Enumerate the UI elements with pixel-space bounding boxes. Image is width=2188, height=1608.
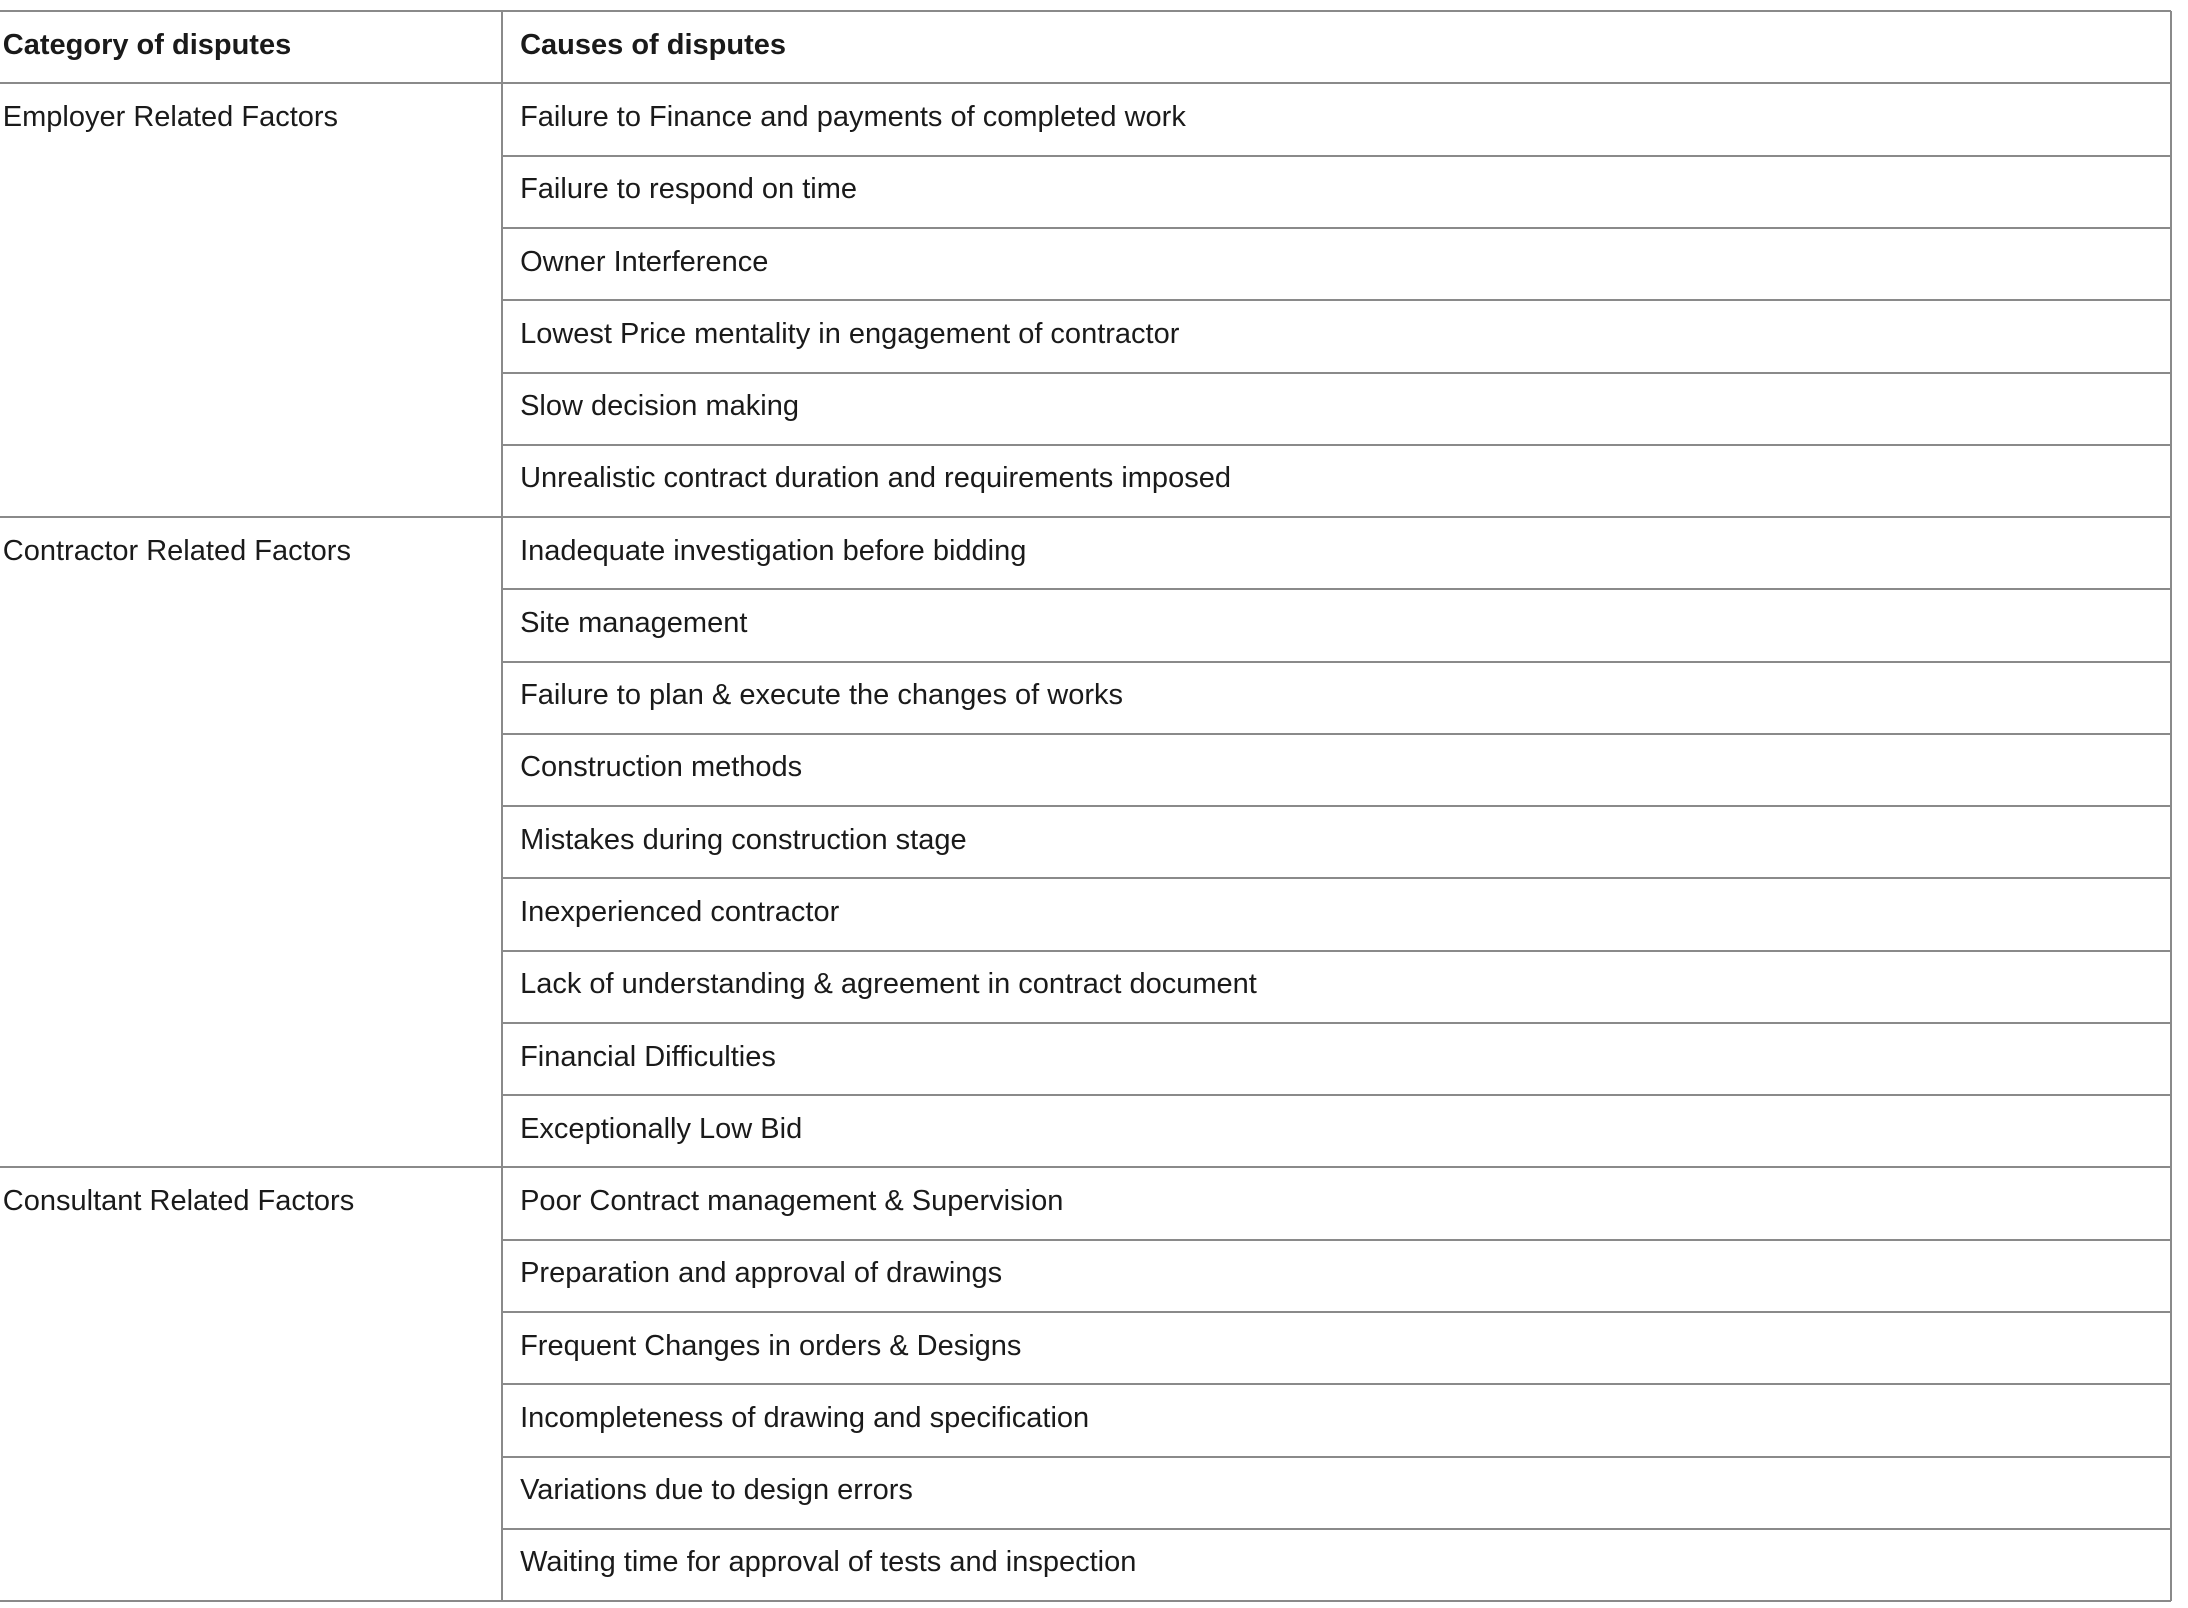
header-divider — [0, 82, 2171, 84]
row-divider — [502, 877, 2172, 879]
row-divider — [502, 299, 2172, 301]
cause-cell: Frequent Changes in orders & Designs — [520, 1329, 1022, 1362]
row-divider — [502, 444, 2172, 446]
column-divider — [501, 11, 503, 1601]
cause-cell: Inexperienced contractor — [520, 896, 840, 929]
header-category: Category of disputes — [2, 28, 292, 61]
cause-cell: Failure to respond on time — [520, 173, 857, 206]
table-right-border — [2170, 11, 2172, 1601]
row-divider — [502, 1528, 2172, 1530]
cause-cell: Financial Difficulties — [520, 1040, 776, 1073]
cause-cell: Incompleteness of drawing and specification — [520, 1401, 1090, 1434]
group-divider — [0, 516, 2171, 518]
row-divider — [502, 1094, 2172, 1096]
cause-cell: Variations due to design errors — [520, 1474, 913, 1507]
cause-cell: Unrealistic contract duration and requirements imposed — [520, 462, 1231, 495]
cause-cell: Lack of understanding & agreement in contract document — [520, 968, 1257, 1001]
header-causes: Causes of disputes — [520, 28, 786, 61]
cause-cell: Failure to Finance and payments of completed work — [520, 101, 1186, 134]
group-divider — [0, 1600, 2171, 1602]
cause-cell: Exceptionally Low Bid — [520, 1112, 803, 1145]
cause-cell: Lowest Price mentality in engagement of contractor — [520, 317, 1180, 350]
row-divider — [502, 372, 2172, 374]
row-divider — [502, 227, 2172, 229]
cause-cell: Site management — [520, 606, 748, 639]
cause-cell: Slow decision making — [520, 390, 799, 423]
table-top-border — [0, 10, 2171, 12]
group-divider — [0, 1166, 2171, 1168]
cause-cell: Inadequate investigation before bidding — [520, 534, 1027, 567]
row-divider — [502, 588, 2172, 590]
category-cell: Employer Related Factors — [2, 101, 339, 134]
row-divider — [502, 733, 2172, 735]
cause-cell: Poor Contract management & Supervision — [520, 1185, 1064, 1218]
row-divider — [502, 950, 2172, 952]
category-cell: Consultant Related Factors — [2, 1185, 355, 1218]
cause-cell: Owner Interference — [520, 245, 769, 278]
row-divider — [502, 1456, 2172, 1458]
cause-cell: Mistakes during construction stage — [520, 823, 967, 856]
cause-cell: Waiting time for approval of tests and inspection — [520, 1546, 1137, 1579]
row-divider — [502, 805, 2172, 807]
row-divider — [502, 661, 2172, 663]
cause-cell: Preparation and approval of drawings — [520, 1257, 1003, 1290]
cause-cell: Construction methods — [520, 751, 803, 784]
cause-cell: Failure to plan & execute the changes of works — [520, 679, 1123, 712]
row-divider — [502, 1239, 2172, 1241]
category-cell: Contractor Related Factors — [2, 534, 351, 567]
row-divider — [502, 1311, 2172, 1313]
row-divider — [502, 1022, 2172, 1024]
row-divider — [502, 155, 2172, 157]
row-divider — [502, 1383, 2172, 1385]
